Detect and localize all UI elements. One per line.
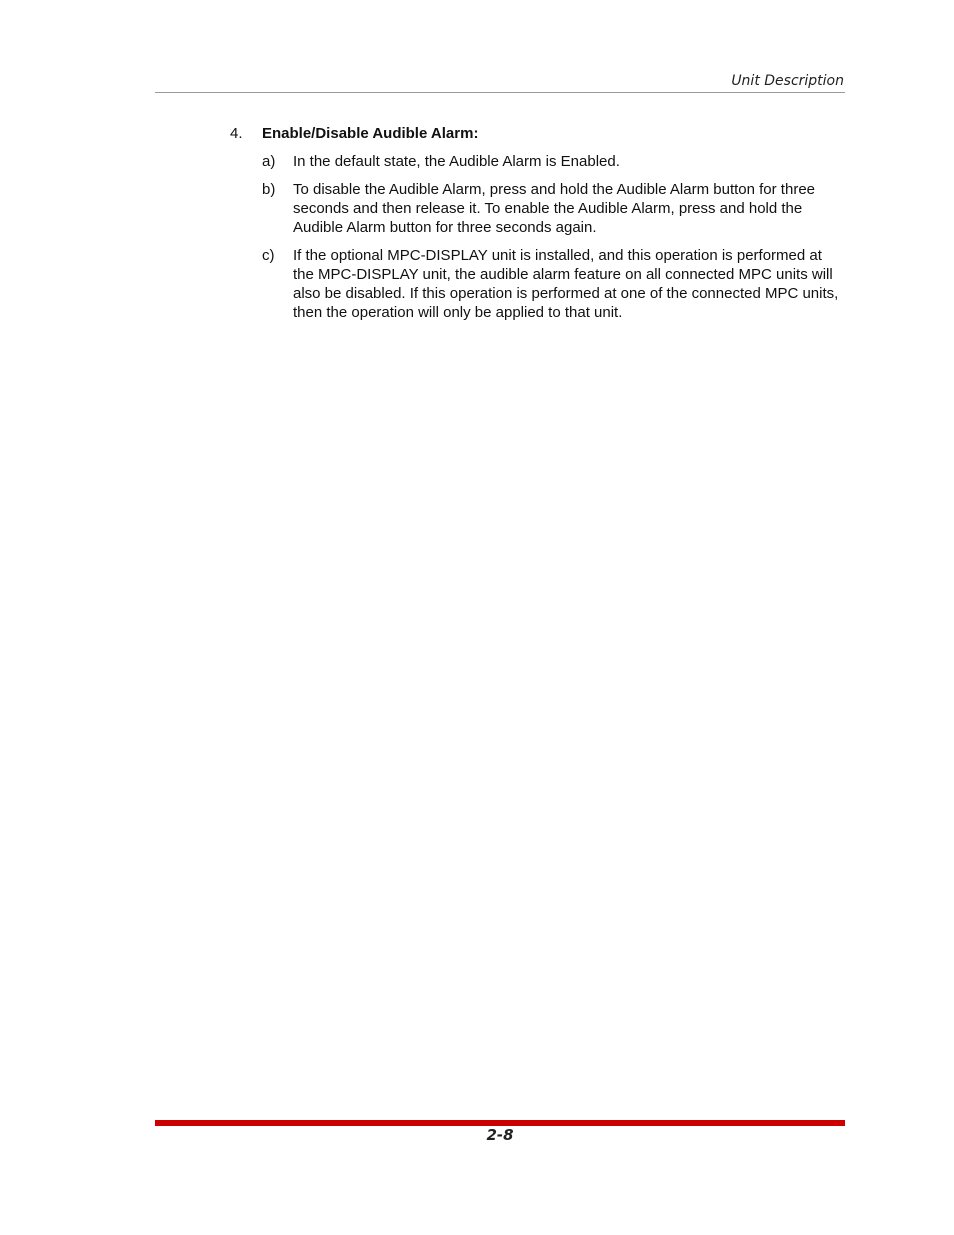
substep-marker: c) <box>262 247 275 264</box>
header-title: Unit Description <box>731 73 844 89</box>
page-number: 2-8 <box>486 1126 514 1144</box>
substep-b <box>262 180 845 237</box>
substep-a <box>262 152 845 171</box>
substep-text: If the optional MPC-DISPLAY unit is installed, and this operation is performed at the MPC-DISPLAY unit, the audible alarm feature on all connected MPC units will also be disabled. If this operation is performed at one of the connected MPC units, then the operation will only be applied to that unit. <box>293 247 839 321</box>
substep-text: To disable the Audible Alarm, press and hold the Audible Alarm button for three seconds and then release it. To enable the Audible Alarm, press and hold the Audible Alarm button for three seconds again. <box>293 181 815 236</box>
substep-marker: b) <box>262 181 276 198</box>
header-divider <box>155 92 845 93</box>
substep-list <box>262 152 845 331</box>
step-heading: Enable/Disable Audible Alarm: <box>262 125 479 142</box>
substep-text: In the default state, the Audible Alarm is Enabled. <box>293 153 620 170</box>
substep-marker: a) <box>262 153 276 170</box>
step-number: 4. <box>230 125 243 142</box>
substep-c <box>262 246 845 322</box>
